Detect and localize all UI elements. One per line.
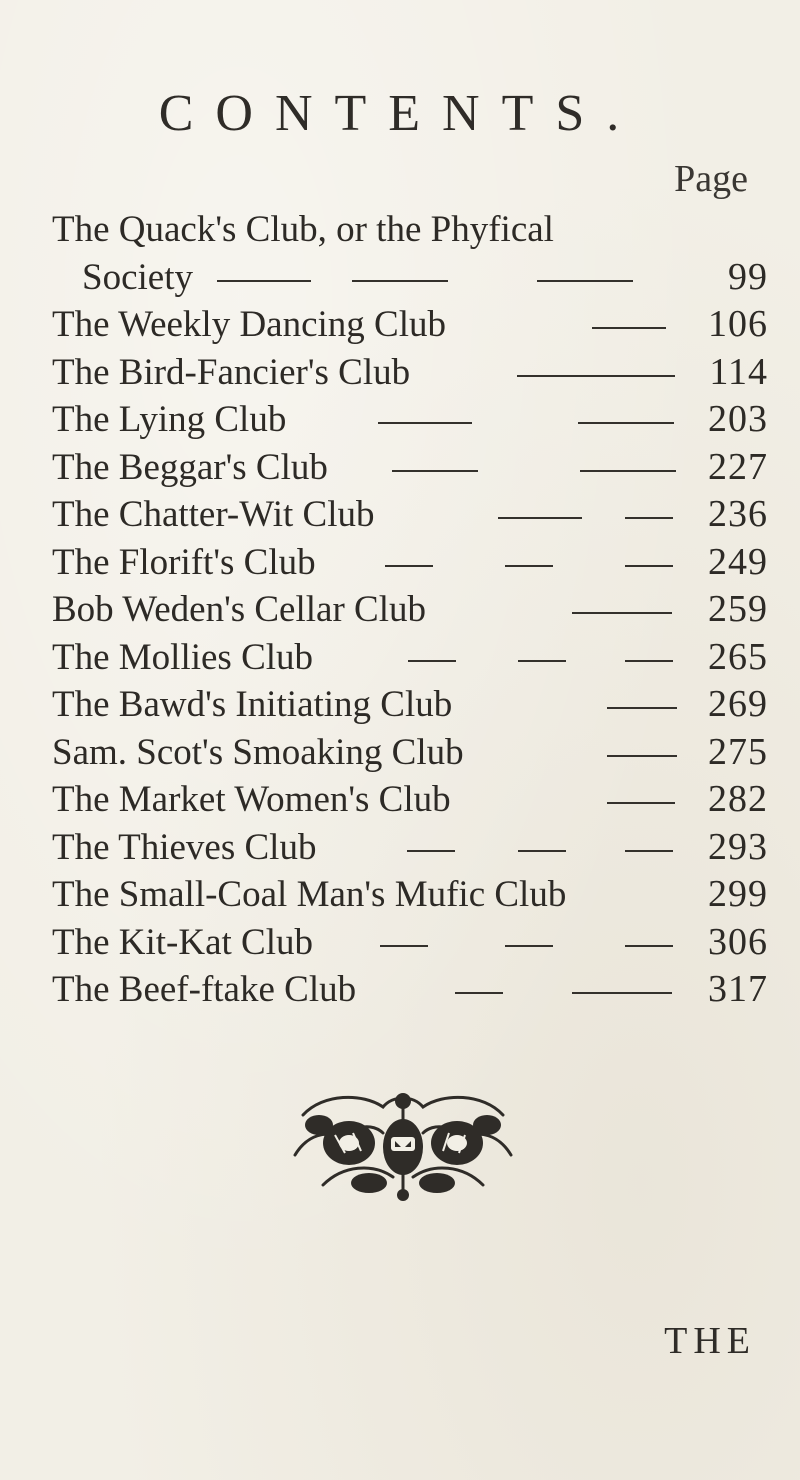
toc-entry	[52, 776, 768, 824]
contents-heading: CONTENTS.	[158, 85, 642, 142]
leader-dash	[505, 945, 553, 947]
toc-entry	[52, 539, 768, 587]
page-column-label: Page	[674, 158, 748, 200]
leader-dash	[378, 422, 472, 424]
toc-entry-title: Bob Weden's Cellar Club	[52, 589, 426, 630]
toc-entry-title: Sam. Scot's Smoaking Club	[52, 731, 464, 773]
toc-entry-title: The Quack's Club, or the Phyfical	[52, 209, 554, 250]
leader-dash	[518, 850, 566, 852]
toc-entry-page: 282	[708, 778, 768, 820]
toc-entry	[52, 634, 768, 682]
toc-entry-page: 203	[708, 398, 768, 440]
toc-entry	[52, 681, 768, 729]
toc-entry-title: Society	[82, 256, 193, 298]
toc-entry-page: 317	[708, 968, 768, 1010]
toc-entry-title: The Bawd's Initiating Club	[52, 684, 453, 725]
toc-entry-page: 299	[708, 873, 768, 915]
toc-entry	[52, 966, 768, 1014]
leader-dash	[537, 280, 633, 282]
toc-entry-title: The Mollies Club	[52, 636, 314, 678]
toc-entry-title: The Market Women's Club	[52, 779, 451, 820]
leader-dash	[517, 375, 675, 377]
toc-entry-title: The Thieves Club	[52, 826, 317, 868]
leader-dash	[625, 945, 673, 947]
toc-entry-page: 265	[708, 635, 768, 678]
toc-entry-title: The Kit-Kat Club	[52, 921, 314, 963]
toc-entry	[52, 254, 768, 302]
toc-entry-title: The Beggar's Club	[52, 446, 328, 488]
toc-entry-page: 99	[728, 255, 768, 298]
leader-dash	[580, 470, 676, 472]
toc-entry	[52, 206, 768, 254]
toc-entry	[52, 491, 768, 539]
leader-dash	[607, 755, 677, 757]
toc-entry-page: 293	[708, 825, 768, 868]
toc-entry-title: The Chatter-Wit Club	[52, 494, 375, 535]
toc-entry-title: The Lying Club	[52, 399, 287, 440]
toc-entry	[52, 349, 768, 397]
toc-entry-title: The Beef-ftake Club	[52, 969, 357, 1010]
leader-dash	[217, 280, 311, 282]
toc-entry-title: The Florift's Club	[52, 541, 316, 583]
toc-entry-page: 249	[708, 540, 768, 583]
toc-entry-page: 269	[708, 683, 768, 725]
toc-entry	[52, 444, 768, 492]
catchword: THE	[664, 1320, 756, 1362]
leader-dash	[625, 517, 673, 519]
leader-dash	[498, 517, 582, 519]
leader-dash	[607, 707, 677, 709]
toc-entry-page: 259	[708, 588, 768, 630]
leader-dash	[578, 422, 674, 424]
leader-dash	[625, 660, 673, 662]
leader-dash	[407, 850, 455, 852]
toc-entry	[52, 919, 768, 967]
toc-entry-page: 275	[708, 730, 768, 773]
table-of-contents	[52, 206, 768, 1014]
leader-dash	[505, 565, 553, 567]
toc-entry	[52, 824, 768, 872]
leader-dash	[392, 470, 478, 472]
toc-entry-page: 227	[708, 445, 768, 488]
leader-dash	[592, 327, 666, 329]
toc-entry	[52, 586, 768, 634]
toc-entry	[52, 301, 768, 349]
toc-entry	[52, 871, 768, 919]
toc-entry-page: 236	[708, 493, 768, 535]
leader-dash	[408, 660, 456, 662]
toc-entry-page: 106	[708, 303, 768, 345]
leader-dash	[625, 850, 673, 852]
leader-dash	[572, 612, 672, 614]
toc-entry-title: The Bird-Fancier's Club	[52, 351, 411, 393]
leader-dash	[518, 660, 566, 662]
toc-entry-title: The Small-Coal Man's Mufic Club	[52, 874, 567, 915]
toc-entry	[52, 396, 768, 444]
printers-flower-ornament-icon	[283, 1085, 523, 1203]
leader-dash	[380, 945, 428, 947]
leader-dash	[625, 565, 673, 567]
leader-dash	[607, 802, 675, 804]
leader-dash	[352, 280, 448, 282]
leader-dash	[385, 565, 433, 567]
leader-dash	[455, 992, 503, 994]
toc-entry-page: 114	[709, 350, 768, 393]
toc-entry-page: 306	[708, 920, 768, 963]
toc-entry-title: The Weekly Dancing Club	[52, 304, 446, 345]
leader-dash	[572, 992, 672, 994]
toc-entry	[52, 729, 768, 777]
